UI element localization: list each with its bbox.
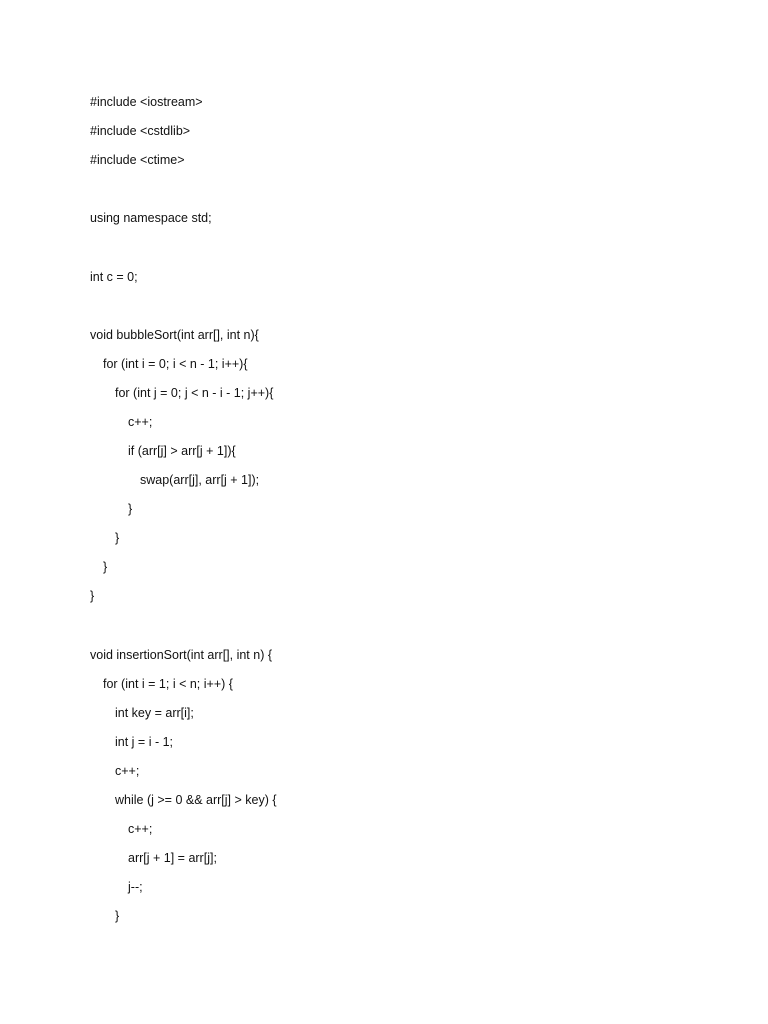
code-line: if (arr[j] > arr[j + 1]){ [128,444,236,458]
code-line: } [115,909,120,923]
code-line: c++; [128,415,153,429]
code-line: #include <ctime> [90,153,185,167]
code-line: c++; [128,822,153,836]
code-line: while (j >= 0 && arr[j] > key) { [115,793,277,807]
code-line: j--; [128,880,143,894]
code-line: #include <iostream> [90,95,203,109]
code-line: int c = 0; [90,270,138,284]
code-line: for (int j = 0; j < n - i - 1; j++){ [115,386,274,400]
code-line: for (int i = 0; i < n - 1; i++){ [103,357,248,371]
code-line: } [115,531,120,545]
code-line: arr[j + 1] = arr[j]; [128,851,217,865]
code-line: } [90,589,95,603]
code-line: int key = arr[i]; [115,706,194,720]
code-line: void bubbleSort(int arr[], int n){ [90,328,259,342]
code-line: for (int i = 1; i < n; i++) { [103,677,233,691]
code-line: #include <cstdlib> [90,124,191,138]
code-line: void insertionSort(int arr[], int n) { [90,648,273,662]
code-line: c++; [115,764,140,778]
code-line: } [128,502,133,516]
code-line: int j = i - 1; [115,735,174,749]
code-line: using namespace std; [90,211,212,225]
code-line: } [103,560,108,574]
code-line: swap(arr[j], arr[j + 1]); [140,473,260,487]
